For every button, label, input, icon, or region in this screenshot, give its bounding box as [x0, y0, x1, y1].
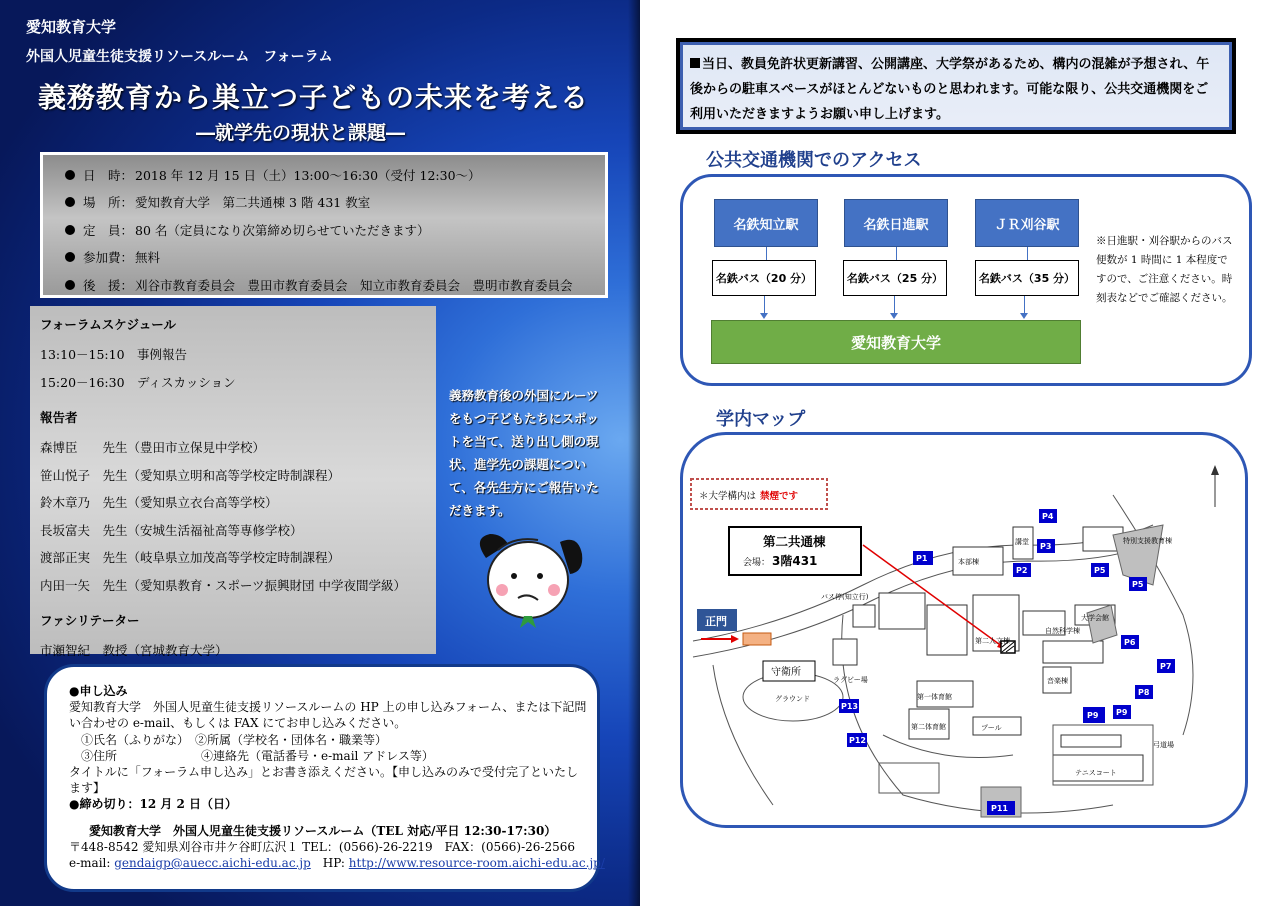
no-smoking-emphasis: 禁煙です [760, 491, 799, 502]
deadline: ●締め切り：12 月 2 日（日） [69, 797, 238, 812]
arrow-down-icon [1020, 313, 1028, 319]
svg-text:P3: P3 [1040, 542, 1052, 551]
map-label: 自然科学棟 [1045, 627, 1080, 635]
schedule-box [30, 306, 436, 658]
contact-links: e-mail: gendaigp@auecc.aichi-edu.ac.jp HP: http://www.resource-room.aichi-edu.ac.jp/ [69, 856, 605, 871]
square-bullet-icon [690, 58, 700, 68]
apply-heading: ●申し込み [69, 684, 128, 698]
forum-blurb: 義務教育後の外国にルーツをもつ子どもたちにスポットを当て、送り出し側の現状、進学先の課題について、各先生方にご報告いただきます。 [449, 388, 600, 518]
event-info-box [40, 152, 608, 298]
svg-text:P12: P12 [849, 736, 866, 745]
page-title: 義務教育から巣立つ子どもの未来を考える [38, 81, 590, 114]
map-label: グラウンド [775, 695, 810, 703]
svg-text:P5: P5 [1132, 580, 1144, 589]
map-label: 第二体育館 [911, 723, 946, 731]
svg-text:P9: P9 [1087, 711, 1099, 720]
apply-item: ③住所 ④連絡先（電話番号・e-mail アドレス等） [81, 748, 434, 763]
campus-map [680, 432, 1248, 828]
reporters-heading: 報告者 [40, 410, 78, 425]
map-building [1113, 525, 1163, 585]
info-row: 場 所： 愛知教育大学 第二共通棟 3 階 431 教室 [65, 189, 595, 217]
svg-text:P1: P1 [916, 554, 928, 563]
map-label: テニスコート [1075, 769, 1117, 777]
map-label: 弓道場 [1153, 741, 1174, 749]
contact-heading: 愛知教育大学 外国人児童生徒支援リソースルーム（TEL 対応/平日 12:30-17:30） [89, 823, 557, 838]
bullet-icon [65, 197, 75, 207]
bus-route: 名鉄バス（35 分） [975, 260, 1079, 296]
map-label: 本部棟 [958, 558, 979, 566]
svg-text:P13: P13 [841, 702, 858, 711]
info-row: 定 員： 80 名（定員になり次第締め切らせていただきます） [65, 216, 595, 244]
destination-university: 愛知教育大学 [711, 320, 1081, 364]
arrow-down-icon [760, 313, 768, 319]
map-label: 音楽棟 [1047, 677, 1068, 685]
bullet-icon [65, 170, 75, 180]
info-row: 参加費： 無料 [65, 244, 595, 272]
page-subtitle: ―就学先の現状と課題― [196, 122, 406, 144]
svg-text:P5: P5 [1094, 566, 1106, 575]
main-gate-label: 正門 [705, 615, 727, 628]
apply-body: 愛知教育大学 外国人児童生徒支援リソースルームの HP 上の申し込みフォーム、または下記問い合わせの e-mail、もしくは FAX にてお申し込みください。 [69, 700, 587, 731]
info-row: 後 援： 刈谷市教育委員会 豊田市教育委員会 知立市教育委員会 豊明市教育委員会 [65, 271, 595, 299]
reporter: 鈴木章乃 先生（愛知県立衣台高等学校） [40, 495, 278, 510]
schedule-heading: フォーラムスケジュール [40, 317, 177, 332]
schedule-item: 13:10－15:10 事例報告 [40, 347, 188, 362]
access-title: 公共交通機関でのアクセス [706, 150, 922, 171]
application-box [44, 664, 605, 892]
gate-marker [743, 633, 771, 645]
svg-text:P11: P11 [991, 804, 1008, 813]
university-name: 愛知教育大学 [26, 18, 117, 36]
reporter: 内田一矢 先生（愛知県教育・スポーツ振興財団 中学夜間学級） [40, 577, 406, 593]
reporter: 森博臣 先生（豊田市立保見中学校） [40, 440, 266, 455]
email-link[interactable]: gendaigp@auecc.aichi-edu.ac.jp [114, 856, 311, 871]
right-page [640, 0, 1280, 906]
map-building [833, 639, 857, 665]
venue-building: 第二共通棟 [763, 534, 826, 549]
map-building [853, 605, 875, 627]
info-row: 日 時： 2018 年 12 月 15 日（土）13:00〜16:30（受付 12:30〜） [65, 161, 595, 189]
map-label: 大学会館 [1081, 614, 1109, 622]
venue-room: 3階431 [772, 554, 818, 568]
map-building [1061, 735, 1121, 747]
homepage-link[interactable]: http://www.resource-room.aichi-edu.ac.jp/ [348, 856, 605, 871]
contact-address: 〒448-8542 愛知県刈谷市井ケ谷町広沢１ TEL：(0566)-26-2219 FAX：(0566)-26-2566 [69, 839, 575, 854]
bullet-icon [65, 252, 75, 262]
map-label: 第二人文棟 [975, 637, 1010, 645]
bullet-icon [65, 280, 75, 290]
map-building [927, 605, 967, 655]
arrow-right-icon [731, 635, 739, 643]
guard-label: 守衛所 [771, 667, 801, 678]
reporter: 渡部正実 先生（岐阜県立加茂高等学校定時制課程） [40, 550, 341, 565]
apply-body: タイトルに「フォーラム申し込み」とお書き添えください。【申し込みのみで受付完了といたします】 [69, 765, 579, 796]
no-smoking-prefix: ＊大学構内は [699, 491, 757, 502]
facilitator: 市瀬智紀 教授（宮城教育大学） [40, 643, 228, 658]
reporter: 笹山悦子 先生（愛知県立明和高等学校定時制課程） [40, 467, 341, 483]
schedule-item: 15:20－16:30 ディスカッション [40, 374, 236, 390]
svg-text:P7: P7 [1160, 662, 1172, 671]
map-label: ラグビー場 [833, 676, 868, 684]
station-chiryu: 名鉄知立駅 [714, 199, 818, 247]
svg-text:P8: P8 [1138, 688, 1150, 697]
venue-label-prefix: 会場： [743, 558, 771, 568]
notice-text: 当日、教員免許状更新講習、公開講座、大学祭があるため、構内の混雑が予想され、午後からの駐車スペースがほとんどないものと思われます。可能な限り、公共交通機関をご利用いただきますようお願い申し上げます。 [690, 57, 1210, 122]
map-building [1043, 641, 1103, 663]
bus-route: 名鉄バス（25 分） [843, 260, 947, 296]
map-building [1053, 755, 1143, 781]
mascot-illustration [468, 528, 588, 632]
facilitator-heading: ファシリテーター [40, 613, 140, 628]
svg-text:P4: P4 [1042, 512, 1054, 521]
map-label: 特別支援教育棟 [1123, 537, 1172, 545]
arrow-down-icon [890, 313, 898, 319]
bus-stop-label: バス停(知立行) [821, 593, 869, 601]
apply-item: ①氏名（ふりがな） ②所属（学校名・団体名・職業等） [81, 732, 388, 747]
svg-text:P9: P9 [1116, 708, 1128, 717]
bullet-icon [65, 225, 75, 235]
reporter: 長坂富夫 先生（安城生活福祉高等専修学校） [40, 522, 303, 538]
map-title: 学内マップ [716, 409, 806, 430]
map-building [879, 593, 925, 629]
map-label: 第一体育館 [917, 693, 952, 701]
notice-box [676, 38, 1236, 134]
bus-route: 名鉄バス（20 分） [712, 260, 816, 296]
station-nisshin: 名鉄日進駅 [844, 199, 948, 247]
access-note: ※日進駅・刈谷駅からのバス便数が 1 時間に 1 本程度ですので、ご注意ください。時刻表などでご確認ください。 [1096, 235, 1233, 304]
svg-text:P2: P2 [1016, 566, 1028, 575]
svg-text:P6: P6 [1124, 638, 1136, 647]
map-label: 講堂 [1015, 538, 1029, 546]
forum-org: 外国人児童生徒支援リソースルーム フォーラム [26, 49, 333, 65]
station-kariya: ＪＲ刈谷駅 [975, 199, 1079, 247]
map-label: プール [981, 724, 1002, 732]
